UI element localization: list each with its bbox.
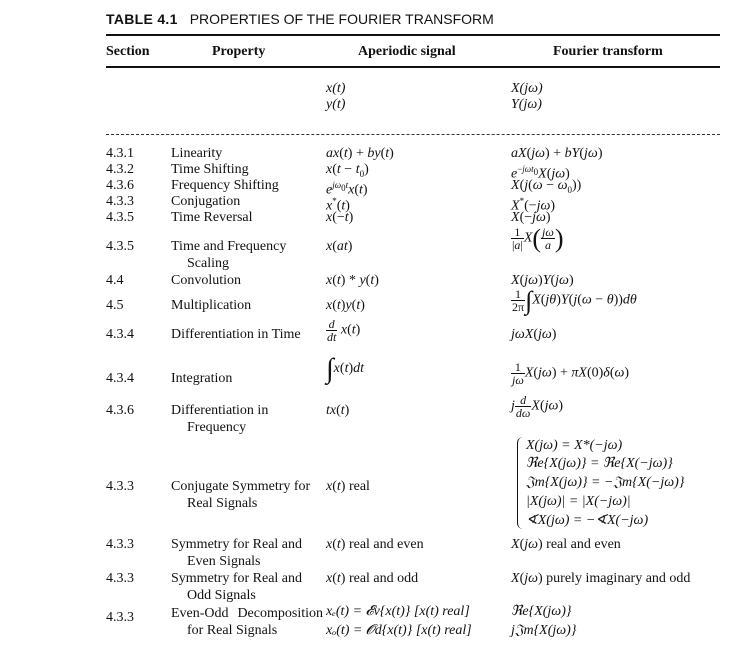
- row-transform: X(jω) purely imaginary and odd: [511, 571, 691, 586]
- row-section: 4.3.5: [106, 239, 134, 254]
- row-transform: $\frac{1}{j\omega}$ X(jω) + πX(0)δ(ω): [512, 360, 630, 387]
- basis-transform-2: Y(jω): [511, 97, 542, 112]
- row-signal: ∫x(t)dt: [326, 353, 365, 385]
- conjugate-symmetry-line: |X(jω)| = |X(−jω)|: [526, 494, 631, 509]
- header-transform: Fourier transform: [553, 44, 663, 59]
- basis-transform-1: X(jω): [511, 81, 543, 96]
- row-property: Conjugate Symmetry for Real Signals: [171, 479, 311, 511]
- conjugate-symmetry-line: ∢X(jω) = −∢X(−jω): [526, 513, 649, 528]
- row-transform: aX(jω) + bY(jω): [511, 146, 603, 161]
- row-section: 4.3.3: [106, 571, 134, 586]
- header-rule: [106, 66, 720, 68]
- table-caption: PROPERTIES OF THE FOURIER TRANSFORM: [189, 11, 494, 27]
- row-section: 4.3.3: [106, 537, 134, 552]
- row-property: Time Shifting: [171, 162, 249, 177]
- table-number: TABLE 4.1: [106, 11, 178, 27]
- row-property: Differentiation in Time: [171, 327, 301, 342]
- row-signal: x(t) real: [326, 479, 370, 494]
- dashed-separator: [106, 134, 720, 135]
- row-signal: x(at): [326, 239, 353, 254]
- row-property: Frequency Shifting: [171, 178, 279, 193]
- conjugate-symmetry-line: ℜe{X(jω)} = ℜe{X(−jω)}: [526, 456, 673, 471]
- table-title: [106, 11, 494, 27]
- row-section: 4.3.4: [106, 327, 134, 342]
- row-signal: x(t) real and even: [326, 537, 424, 552]
- row-transform: $X(j(\omega - \omega_0))$: [511, 178, 582, 195]
- row-signal: x(t) * y(t): [326, 273, 379, 288]
- row-signal: tx(t): [326, 403, 350, 418]
- row-transform: j $\frac{d}{d\omega}$ X(jω): [511, 393, 564, 420]
- row-signal: $\frac{d}{dt}$ x(t): [327, 317, 361, 344]
- row-property: Convolution: [171, 273, 242, 288]
- even-odd-signal-line: xₑ(t) = 𝓔v{x(t)} [x(t) real]: [326, 604, 470, 619]
- header-property: Property: [212, 44, 266, 59]
- row-transform: X(jω) real and even: [511, 537, 621, 552]
- row-signal: x(−t): [326, 210, 354, 225]
- row-transform: jωX(jω): [511, 327, 557, 342]
- top-rule: [106, 34, 720, 36]
- conjugate-symmetry-brace: [517, 437, 526, 529]
- conjugate-symmetry-line: 𝔍m{X(jω)} = −𝔍m{X(−jω)}: [526, 475, 685, 490]
- row-transform: $\frac{1}{2\pi}$ ∫X(jθ)Y(j(ω − θ))dθ: [512, 286, 637, 315]
- row-property: Linearity: [171, 146, 223, 161]
- row-section: 4.3.3: [106, 610, 134, 625]
- row-transform: X*(−jω): [511, 196, 556, 214]
- row-property: Differentiation in Frequency: [171, 403, 269, 435]
- row-section: 4.4: [106, 273, 124, 288]
- row-property: Symmetry for Real and Odd Signals: [171, 571, 303, 603]
- row-property: Symmetry for Real and Even Signals: [171, 537, 303, 569]
- row-transform: X(jω)Y(jω): [511, 273, 574, 288]
- row-transform: X(−jω): [511, 210, 551, 225]
- row-signal: x*(t): [326, 196, 350, 214]
- row-section: 4.3.1: [106, 146, 134, 161]
- row-property: Conjugation: [171, 194, 241, 209]
- row-section: 4.3.2: [106, 162, 134, 177]
- row-property: Time and Frequency Scaling: [171, 239, 287, 271]
- even-odd-transform-line: j𝔍m{X(jω)}: [511, 623, 577, 638]
- row-section: 4.3.6: [106, 403, 134, 418]
- even-odd-signal-line: xₒ(t) = 𝓞d{x(t)} [x(t) real]: [326, 623, 472, 638]
- row-signal: x(t)y(t): [326, 298, 365, 313]
- row-section: 4.3.6: [106, 178, 134, 193]
- row-signal: ax(t) + by(t): [326, 146, 394, 161]
- row-transform: $e^{-j\omega t_0}X(j\omega)$: [511, 164, 570, 182]
- even-odd-transform-line: ℜe{X(jω)}: [511, 604, 572, 619]
- row-section: 4.3.3: [106, 479, 134, 494]
- header-section: Section: [106, 44, 150, 59]
- row-section: 4.5: [106, 298, 124, 313]
- row-section: 4.3.5: [106, 210, 134, 225]
- row-property: Multiplication: [171, 298, 252, 313]
- row-property: Even-Odd Decomposition for Real Signals: [171, 606, 323, 638]
- row-property: Time Reversal: [171, 210, 253, 225]
- row-section: 4.3.4: [106, 371, 134, 386]
- row-section: 4.3.3: [106, 194, 134, 209]
- basis-signal-1: x(t): [326, 81, 346, 96]
- row-signal: $x(t - t_0)$: [326, 162, 369, 179]
- row-property: Integration: [171, 371, 233, 386]
- basis-signal-2: y(t): [326, 97, 346, 112]
- row-signal: $e^{j\omega_0t}x(t)$: [326, 180, 368, 198]
- conjugate-symmetry-line: X(jω) = X*(−jω): [526, 438, 623, 453]
- row-signal: x(t) real and odd: [326, 571, 419, 586]
- row-transform: $\frac{1}{|a|}$ X( $\frac{j\omega}{a}$ ): [512, 224, 564, 253]
- header-signal: Aperiodic signal: [358, 44, 456, 59]
